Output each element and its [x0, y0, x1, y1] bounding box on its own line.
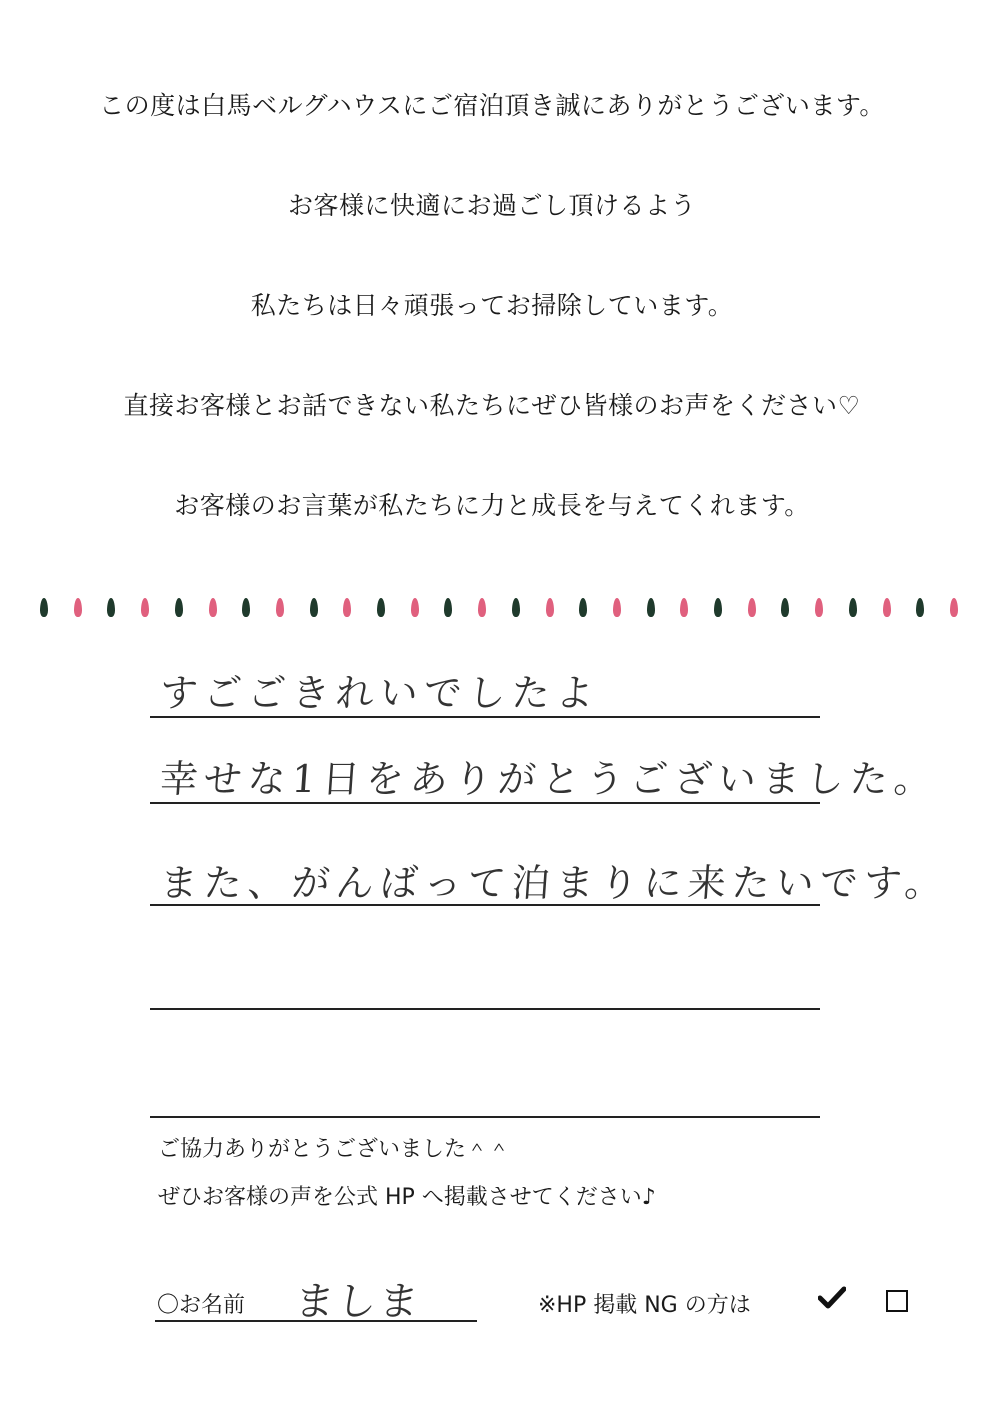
- intro-line-1: この度は白馬ベルグハウスにご宿泊頂き誠にありがとうございます。: [99, 91, 885, 120]
- writing-line-1: [150, 716, 820, 718]
- publish-request-line: ぜひお客様の声を公式 HP へ掲載させてください♪: [158, 1185, 656, 1210]
- hp-ng-checkbox[interactable]: [886, 1290, 908, 1312]
- dotted-divider: [40, 598, 960, 622]
- divider-drop: [444, 598, 452, 617]
- divider-drop: [411, 598, 419, 617]
- divider-drop: [748, 598, 756, 617]
- hp-ng-label: ※HP 掲載 NG の方は: [538, 1293, 751, 1318]
- divider-drop: [74, 598, 82, 617]
- divider-drop: [781, 598, 789, 617]
- handwritten-line-1: すごごきれいでしたよ: [158, 671, 602, 715]
- intro-line-2: お客様に快適にお過ごし頂けるよう: [287, 191, 696, 220]
- divider-drop: [242, 598, 250, 617]
- divider-drop: [377, 598, 385, 617]
- divider-drop: [714, 598, 722, 617]
- name-field[interactable]: [155, 1262, 485, 1325]
- writing-line-3: [150, 904, 820, 906]
- handwritten-line-2: 幸せな1日をありがとうございました。: [158, 757, 940, 801]
- divider-drop: [175, 598, 183, 617]
- divider-drop: [478, 598, 486, 617]
- writing-line-4: [150, 1008, 820, 1010]
- divider-drop: [310, 598, 318, 617]
- divider-drop: [613, 598, 621, 617]
- name-label: 〇お名前: [157, 1293, 246, 1318]
- divider-drop: [141, 598, 149, 617]
- divider-drop: [916, 598, 924, 617]
- divider-drop: [512, 598, 520, 617]
- divider-drop: [209, 598, 217, 617]
- check-icon: [818, 1286, 846, 1315]
- writing-line-5: [150, 1116, 820, 1118]
- divider-drop: [579, 598, 587, 617]
- divider-drop: [647, 598, 655, 617]
- divider-drop: [849, 598, 857, 617]
- divider-drop: [883, 598, 891, 617]
- divider-drop: [40, 598, 48, 617]
- writing-line-2: [150, 802, 820, 804]
- divider-drop: [950, 598, 958, 617]
- intro-line-4: 直接お客様とお話できない私たちにぜひ皆様のお声をください♡: [123, 391, 861, 420]
- name-value: ましま: [292, 1279, 424, 1325]
- divider-drop: [107, 598, 115, 617]
- name-underline: [155, 1320, 477, 1322]
- divider-drop: [343, 598, 351, 617]
- intro-line-5: お客様のお言葉が私たちに力と成長を与えてくれます。: [174, 491, 810, 520]
- divider-drop: [276, 598, 284, 617]
- intro-line-3: 私たちは日々頑張ってお掃除しています。: [250, 291, 734, 320]
- divider-drop: [680, 598, 688, 617]
- divider-drop: [546, 598, 554, 617]
- divider-drop: [815, 598, 823, 617]
- thanks-line: ご協力ありがとうございました＾＾: [158, 1137, 511, 1162]
- handwritten-line-3: また、がんばって泊まりに来たいです。: [158, 861, 951, 905]
